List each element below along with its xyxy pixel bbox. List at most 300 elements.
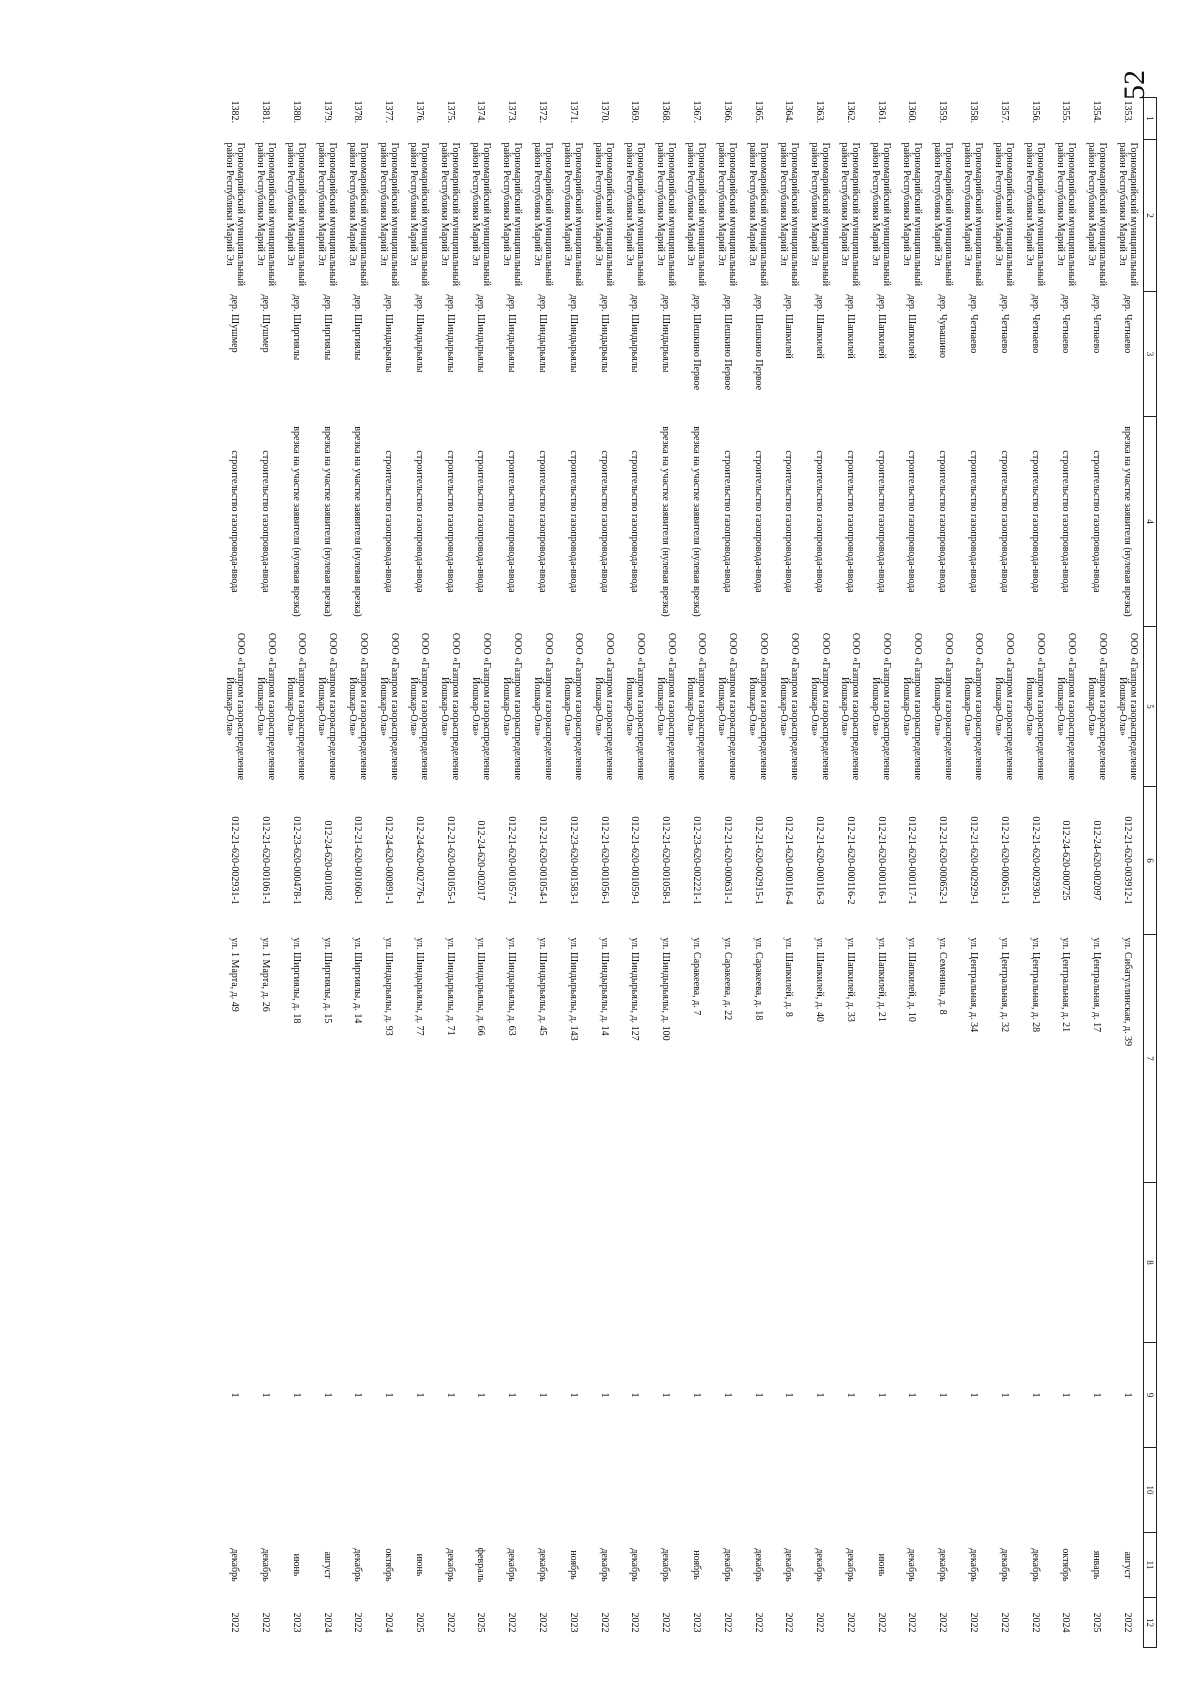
application-code-cell: 012-21-620-002930-1	[1029, 816, 1041, 905]
column-10-cell	[897, 1448, 928, 1533]
table-row	[743, 98, 774, 1648]
district-cell: Горномарийский муниципальный район Республики Марий Эл	[500, 142, 523, 287]
month-cell: декабрь	[660, 1548, 672, 1582]
row-number: 1356.	[1029, 100, 1041, 123]
row-number: 1378.	[352, 100, 364, 123]
year-cell: 2024	[383, 1612, 395, 1633]
month-cell: декабрь	[721, 1548, 733, 1582]
district-cell: Горномарийский муниципальный район Республики Марий Эл	[716, 142, 739, 287]
column-8-cell	[527, 1183, 558, 1343]
month-cell: июнь	[875, 1553, 887, 1577]
locality-cell: дер. Шапкилей	[875, 294, 887, 359]
table-row	[281, 98, 312, 1648]
year-cell: 2022	[752, 1612, 764, 1633]
month-cell: октябрь	[383, 1548, 395, 1582]
month-cell: ноябрь	[690, 1550, 702, 1580]
address-cell: ул. Сибатуллинская, д. 39	[1122, 937, 1134, 1047]
address-cell: ул. Центральная, д. 32	[998, 937, 1010, 1033]
locality-cell: дер. Шапкилей	[783, 294, 795, 359]
column-8-cell	[250, 1183, 281, 1343]
organization-cell: ООО «Газпром газораспределение Йошкар-Ола»	[316, 632, 339, 781]
column-10-cell	[496, 1448, 527, 1533]
district-cell: Горномарийский муниципальный район Республики Марий Эл	[254, 142, 277, 287]
work-type-cell: врезка на участке заявителя (нулевая врезка)	[321, 426, 333, 617]
month-cell: декабрь	[783, 1548, 795, 1582]
column-8-cell	[496, 1183, 527, 1343]
organization-cell: ООО «Газпром газораспределение Йошкар-Ола»	[439, 632, 462, 781]
locality-cell: дер. Шушмер	[260, 294, 272, 353]
count-cell: 1	[444, 1392, 456, 1398]
locality-cell: дер. Шиндырьялы	[506, 294, 518, 373]
month-cell: февраль	[475, 1547, 487, 1583]
application-code-cell: 012-21-620-001061-1	[260, 816, 272, 905]
work-type-cell: строительство газопровода-ввода	[413, 450, 425, 593]
work-type-cell: строительство газопровода-ввода	[752, 450, 764, 593]
count-cell: 1	[629, 1392, 641, 1398]
address-cell: ул. Шапкилей, д. 8	[783, 937, 795, 1017]
count-cell: 1	[383, 1392, 395, 1398]
table-row	[866, 98, 897, 1648]
application-code-cell: 012-21-620-001056-1	[598, 816, 610, 905]
table-row	[527, 98, 558, 1648]
count-cell: 1	[567, 1392, 579, 1398]
row-number: 1372.	[537, 100, 549, 123]
work-type-cell: строительство газопровода-ввода	[260, 450, 272, 593]
application-code-cell: 012-21-620-001054-1	[537, 816, 549, 905]
column-8-cell	[342, 1183, 373, 1343]
district-cell: Горномарийский муниципальный район Республики Марий Эл	[931, 142, 954, 287]
locality-cell: дер. Чувашино	[937, 294, 949, 358]
table-row	[1050, 98, 1081, 1648]
column-10-cell	[373, 1448, 404, 1533]
district-cell: Горномарийский муниципальный район Республики Марий Эл	[993, 142, 1016, 287]
year-cell: 2022	[660, 1612, 672, 1633]
month-cell: декабрь	[229, 1548, 241, 1582]
work-type-cell: врезка на участке заявителя (нулевая врезка)	[690, 426, 702, 617]
work-type-cell: врезка на участке заявителя (нулевая врезка)	[352, 426, 364, 617]
application-code-cell: 012-21-620-001055-1	[444, 816, 456, 905]
application-code-cell: 012-21-620-000651-1	[998, 816, 1010, 905]
application-code-cell: 012-21-620-001059-1	[629, 816, 641, 905]
work-type-cell: строительство газопровода-ввода	[629, 450, 641, 593]
work-type-cell: строительство газопровода-ввода	[444, 450, 456, 593]
column-8-cell	[373, 1183, 404, 1343]
table-row	[835, 98, 866, 1648]
row-number: 1354.	[1091, 100, 1103, 123]
column-10-cell	[712, 1448, 743, 1533]
district-cell: Горномарийский муниципальный район Республики Марий Эл	[439, 142, 462, 287]
column-10-cell	[312, 1448, 343, 1533]
year-cell: 2022	[937, 1612, 949, 1633]
column-number: 7	[1144, 935, 1157, 1183]
row-number: 1368.	[660, 100, 672, 123]
rotated-table-container	[219, 97, 1157, 1647]
row-number: 1353.	[1122, 100, 1134, 123]
column-8-cell	[1112, 1183, 1143, 1343]
column-10-cell	[989, 1448, 1020, 1533]
locality-cell: дер. Шиндырьялы	[598, 294, 610, 373]
year-cell: 2025	[413, 1612, 425, 1633]
organization-cell: ООО «Газпром газораспределение Йошкар-Ола»	[531, 632, 554, 781]
year-cell: 2022	[229, 1612, 241, 1633]
address-cell: ул. Шиндырьялы, д. 93	[383, 937, 395, 1036]
table-row	[435, 98, 466, 1648]
column-10-cell	[342, 1448, 373, 1533]
address-cell: ул. Ширгиялы, д. 14	[352, 937, 364, 1024]
count-cell: 1	[968, 1392, 979, 1398]
column-10-cell	[958, 1448, 989, 1533]
address-cell: ул. Саракеева, д. 18	[752, 937, 764, 1021]
row-number: 1374.	[475, 100, 487, 123]
organization-cell: ООО «Газпром газораспределение Йошкар-Ола»	[623, 632, 646, 781]
work-type-cell: врезка на участке заявителя (нулевая врезка)	[290, 426, 302, 617]
work-type-cell: строительство газопровода-ввода	[783, 450, 795, 593]
application-code-cell: 012-23-620-001583-1	[567, 816, 579, 905]
locality-cell: дер. Шиндырьялы	[413, 294, 425, 373]
year-cell: 2024	[1060, 1612, 1072, 1633]
work-type-cell: строительство газопровода-ввода	[567, 450, 579, 593]
district-cell: Горномарийский муниципальный район Республики Марий Эл	[654, 142, 677, 287]
organization-cell: ООО «Газпром газораспределение Йошкар-Ола»	[1024, 632, 1047, 781]
column-8-cell	[650, 1183, 681, 1343]
column-10-cell	[1081, 1448, 1112, 1533]
column-number: 9	[1144, 1343, 1157, 1448]
row-number: 1373.	[506, 100, 518, 123]
gas-connection-table	[219, 97, 1157, 1648]
year-cell: 2022	[598, 1612, 610, 1633]
column-8-cell	[989, 1183, 1020, 1343]
column-10-cell	[281, 1448, 312, 1533]
count-cell: 1	[506, 1392, 518, 1398]
year-cell: 2022	[537, 1612, 549, 1633]
organization-cell: ООО «Газпром газораспределение Йошкар-Ола»	[1116, 632, 1139, 781]
column-8-cell	[1081, 1183, 1112, 1343]
work-type-cell: строительство газопровода-ввода	[937, 450, 949, 593]
table-row	[958, 98, 989, 1648]
row-number: 1363.	[814, 100, 826, 123]
organization-cell: ООО «Газпром газораспределение Йошкар-Ола»	[654, 632, 677, 781]
column-10-cell	[866, 1448, 897, 1533]
row-number: 1364.	[783, 100, 795, 123]
count-cell: 1	[1029, 1392, 1041, 1398]
column-8-cell	[927, 1183, 958, 1343]
organization-cell: ООО «Газпром газораспределение Йошкар-Ола»	[408, 632, 431, 781]
column-8-cell	[897, 1183, 928, 1343]
table-row	[620, 98, 651, 1648]
year-cell: 2022	[1122, 1612, 1134, 1633]
row-number: 1362.	[844, 100, 856, 123]
organization-cell: ООО «Газпром газораспределение Йошкар-Ола»	[931, 632, 954, 781]
year-cell: 2022	[444, 1612, 456, 1633]
organization-cell: ООО «Газпром газораспределение Йошкар-Ола»	[777, 632, 800, 781]
work-type-cell: строительство газопровода-ввода	[721, 450, 733, 593]
year-cell: 2022	[783, 1612, 795, 1633]
row-number: 1365.	[752, 100, 764, 123]
application-code-cell: 012-21-620-001058-1	[660, 816, 672, 905]
address-cell: ул. Ширгиялы, д. 15	[321, 937, 333, 1024]
locality-cell: дер. Шешкино Первое	[721, 294, 733, 391]
locality-cell: дер. Ширгиялы	[352, 294, 364, 361]
locality-cell: дер. Шапкилей	[906, 294, 918, 359]
count-cell: 1	[290, 1392, 302, 1398]
count-cell: 1	[598, 1392, 610, 1398]
month-cell: октябрь	[1060, 1548, 1072, 1582]
column-10-cell	[589, 1448, 620, 1533]
district-cell: Горномарийский муниципальный район Республики Марий Эл	[1116, 142, 1139, 287]
column-8-cell	[835, 1183, 866, 1343]
district-cell: Горномарийский муниципальный район Республики Марий Эл	[623, 142, 646, 287]
address-cell: ул. Шиндырьялы, д. 100	[660, 937, 672, 1041]
month-cell: декабрь	[844, 1548, 856, 1582]
locality-cell: дер. Четнаево	[1029, 294, 1041, 354]
row-number: 1357.	[998, 100, 1010, 123]
count-cell: 1	[321, 1392, 333, 1398]
organization-cell: ООО «Газпром газораспределение Йошкар-Ола»	[1085, 632, 1108, 781]
count-cell: 1	[660, 1392, 672, 1398]
work-type-cell: врезка на участке заявителя (нулевая врезка)	[660, 426, 672, 617]
application-code-cell: 012-24-620-002017	[475, 820, 487, 901]
table-row	[496, 98, 527, 1648]
locality-cell: дер. Ширгиялы	[321, 294, 333, 361]
address-cell: ул. Центральная, д. 21	[1060, 937, 1072, 1033]
address-cell: ул. Шиндырьялы, д. 45	[537, 937, 549, 1036]
table-row	[712, 98, 743, 1648]
column-8-cell	[404, 1183, 435, 1343]
row-number: 1369.	[629, 100, 641, 123]
address-cell: ул. Шиндырьялы, д. 66	[475, 937, 487, 1036]
column-10-cell	[1112, 1448, 1143, 1533]
column-number: 2	[1144, 140, 1157, 292]
organization-cell: ООО «Газпром газораспределение Йошкар-Ола»	[346, 632, 369, 781]
column-8-cell	[281, 1183, 312, 1343]
column-8-cell	[558, 1183, 589, 1343]
locality-cell: дер. Шапкилей	[814, 294, 826, 359]
year-cell: 2022	[506, 1612, 518, 1633]
work-type-cell: строительство газопровода-ввода	[844, 450, 856, 593]
page-number: 52	[1118, 70, 1151, 100]
table-row	[1081, 98, 1112, 1648]
organization-cell: ООО «Газпром газораспределение Йошкар-Ола»	[870, 632, 893, 781]
column-10-cell	[650, 1448, 681, 1533]
application-code-cell: 012-24-620-002776-1	[413, 816, 425, 905]
column-8-cell	[866, 1183, 897, 1343]
table-row	[927, 98, 958, 1648]
column-10-cell	[773, 1448, 804, 1533]
address-cell: ул. Семенина, д. 8	[937, 937, 949, 1015]
organization-cell: ООО «Газпром газораспределение Йошкар-Ола»	[562, 632, 585, 781]
address-cell: ул. Центральная, д. 34	[968, 937, 979, 1033]
organization-cell: ООО «Газпром газораспределение Йошкар-Ола»	[1054, 632, 1077, 781]
organization-cell: ООО «Газпром газораспределение Йошкар-Ола»	[747, 632, 770, 781]
column-number: 10	[1144, 1448, 1157, 1533]
locality-cell: дер. Шиндырьялы	[475, 294, 487, 373]
organization-cell: ООО «Газпром газораспределение Йошкар-Ола»	[808, 632, 831, 781]
application-code-cell: 012-21-620-002915-1	[752, 816, 764, 905]
row-number: 1367.	[690, 100, 702, 123]
month-cell: декабрь	[937, 1548, 949, 1582]
application-code-cell: 012-21-620-002931-1	[229, 816, 241, 905]
address-cell: ул. Ширгиялы, д. 18	[290, 937, 302, 1024]
column-number: 8	[1144, 1183, 1157, 1343]
month-cell: декабрь	[1029, 1548, 1041, 1582]
row-number: 1360.	[906, 100, 918, 123]
district-cell: Горномарийский муниципальный район Республики Марий Эл	[900, 142, 923, 287]
column-10-cell	[1050, 1448, 1081, 1533]
organization-cell: ООО «Газпром газораспределение Йошкар-Ола»	[500, 632, 523, 781]
row-number: 1381.	[260, 100, 272, 123]
organization-cell: ООО «Газпром газораспределение Йошкар-Ола»	[285, 632, 308, 781]
work-type-cell: строительство газопровода-ввода	[1091, 450, 1103, 593]
table-row	[404, 98, 435, 1648]
application-code-cell: 012-21-620-003912-1	[1122, 816, 1134, 905]
count-cell: 1	[229, 1392, 241, 1398]
table-row	[312, 98, 343, 1648]
table-row	[589, 98, 620, 1648]
column-8-cell	[958, 1183, 989, 1343]
count-cell: 1	[1091, 1392, 1103, 1398]
organization-cell: ООО «Газпром газораспределение Йошкар-Ола»	[470, 632, 492, 781]
organization-cell: ООО «Газпром газораспределение Йошкар-Ола»	[900, 632, 923, 781]
address-cell: ул. Шапкилей, д. 33	[844, 937, 856, 1022]
district-cell: Горномарийский муниципальный район Республики Марий Эл	[377, 142, 400, 287]
column-10-cell	[620, 1448, 651, 1533]
organization-cell: ООО «Газпром газораспределение Йошкар-Ола»	[223, 632, 246, 781]
year-cell: 2025	[1091, 1612, 1103, 1633]
table-row	[373, 98, 404, 1648]
column-number: 5	[1144, 627, 1157, 787]
year-cell: 2022	[352, 1612, 364, 1633]
address-cell: ул. Шиндырьялы, д. 63	[506, 937, 518, 1036]
application-code-cell: 012-21-620-000116-3	[814, 816, 826, 905]
row-number: 1358.	[968, 100, 979, 123]
work-type-cell: строительство газопровода-ввода	[598, 450, 610, 593]
locality-cell: дер. Шиндырьялы	[660, 294, 672, 373]
month-cell: декабрь	[968, 1548, 979, 1582]
table-row	[250, 98, 281, 1648]
month-cell: декабрь	[598, 1548, 610, 1582]
work-type-cell: врезка на участке заявителя (нулевая врезка)	[1122, 426, 1134, 617]
district-cell: Горномарийский муниципальный район Республики Марий Эл	[593, 142, 616, 287]
count-cell: 1	[413, 1392, 425, 1398]
table-row	[804, 98, 835, 1648]
row-number: 1379.	[321, 100, 333, 123]
application-code-cell: 012-21-620-000631-1	[721, 816, 733, 905]
table-row	[650, 98, 681, 1648]
month-cell: декабрь	[998, 1548, 1010, 1582]
column-8-cell	[1020, 1183, 1051, 1343]
column-10-cell	[219, 1448, 250, 1533]
year-cell: 2025	[475, 1612, 487, 1633]
work-type-cell: строительство газопровода-ввода	[968, 450, 979, 593]
district-cell: Горномарийский муниципальный район Республики Марий Эл	[285, 142, 308, 287]
count-cell: 1	[1122, 1392, 1134, 1398]
table-row	[342, 98, 373, 1648]
month-cell: ноябрь	[567, 1550, 579, 1580]
column-number: 4	[1144, 417, 1157, 627]
district-cell: Горномарийский муниципальный район Республики Марий Эл	[531, 142, 554, 287]
application-code-cell: 012-24-620-000725	[1060, 820, 1072, 901]
month-cell: декабрь	[537, 1548, 549, 1582]
month-cell: декабрь	[814, 1548, 826, 1582]
district-cell: Горномарийский муниципальный район Республики Марий Эл	[839, 142, 862, 287]
district-cell: Горномарийский муниципальный район Республики Марий Эл	[685, 142, 708, 287]
work-type-cell: строительство газопровода-ввода	[506, 450, 518, 593]
row-number: 1380.	[290, 100, 302, 123]
application-code-cell: 012-21-620-001057-1	[506, 816, 518, 905]
application-code-cell: 012-21-620-000116-4	[783, 816, 795, 905]
column-10-cell	[1020, 1448, 1051, 1533]
application-code-cell: 012-21-620-000652-1	[937, 816, 949, 905]
locality-cell: дер. Ширгиялы	[290, 294, 302, 361]
locality-cell: дер. Шешкино Первое	[752, 294, 764, 391]
table-row	[681, 98, 712, 1648]
table-row	[558, 98, 589, 1648]
organization-cell: ООО «Газпром газораспределение Йошкар-Ола»	[962, 632, 985, 781]
year-cell: 2022	[260, 1612, 272, 1633]
application-code-cell: 012-23-620-002221-1	[690, 816, 702, 905]
table-row	[1020, 98, 1051, 1648]
work-type-cell: строительство газопровода-ввода	[814, 450, 826, 593]
year-cell: 2022	[906, 1612, 918, 1633]
count-cell: 1	[844, 1392, 856, 1398]
table-row	[219, 98, 250, 1648]
column-number: 3	[1144, 292, 1157, 417]
column-8-cell	[466, 1183, 497, 1343]
table-body	[219, 98, 1144, 1648]
work-type-cell: строительство газопровода-ввода	[1029, 450, 1041, 593]
district-cell: Горномарийский муниципальный район Республики Марий Эл	[870, 142, 893, 287]
column-10-cell	[435, 1448, 466, 1533]
row-number: 1359.	[937, 100, 949, 123]
district-cell: Горномарийский муниципальный район Республики Марий Эл	[470, 142, 492, 287]
count-cell: 1	[1060, 1392, 1072, 1398]
application-code-cell: 012-21-620-001060-1	[352, 816, 364, 905]
month-cell: декабрь	[752, 1548, 764, 1582]
application-code-cell: 012-23-620-000478-1	[290, 816, 302, 905]
application-code-cell: 012-24-620-000891-1	[383, 816, 395, 905]
month-cell: декабрь	[629, 1548, 641, 1582]
application-code-cell: 012-24-620-002097	[1091, 820, 1103, 901]
address-cell: ул. Шапкилей, д. 10	[906, 937, 918, 1022]
row-number: 1361.	[875, 100, 887, 123]
organization-cell: ООО «Газпром газораспределение Йошкар-Ола»	[377, 632, 400, 781]
column-10-cell	[804, 1448, 835, 1533]
locality-cell: дер. Четнаево	[1091, 294, 1103, 354]
district-cell: Горномарийский муниципальный район Республики Марий Эл	[808, 142, 831, 287]
table-row	[989, 98, 1020, 1648]
organization-cell: ООО «Газпром газораспределение Йошкар-Ола»	[593, 632, 616, 781]
district-cell: Горномарийский муниципальный район Республики Марий Эл	[747, 142, 770, 287]
year-cell: 2022	[968, 1612, 979, 1633]
column-number-header	[1144, 98, 1157, 1648]
row-number: 1355.	[1060, 100, 1072, 123]
district-cell: Горномарийский муниципальный район Республики Марий Эл	[223, 142, 246, 287]
district-cell: Горномарийский муниципальный район Республики Марий Эл	[777, 142, 800, 287]
column-8-cell	[312, 1183, 343, 1343]
month-cell: декабрь	[444, 1548, 456, 1582]
district-cell: Горномарийский муниципальный район Республики Марий Эл	[562, 142, 585, 287]
locality-cell: дер. Шиндырьялы	[444, 294, 456, 373]
district-cell: Горномарийский муниципальный район Республики Марий Эл	[316, 142, 339, 287]
work-type-cell: строительство газопровода-ввода	[475, 450, 487, 593]
column-number: 6	[1144, 787, 1157, 935]
address-cell: ул. Центральная, д. 17	[1091, 937, 1103, 1033]
organization-cell: ООО «Газпром газораспределение Йошкар-Ола»	[685, 632, 708, 781]
locality-cell: дер. Четнаево	[968, 294, 979, 354]
month-cell: декабрь	[260, 1548, 272, 1582]
row-number: 1370.	[598, 100, 610, 123]
count-cell: 1	[690, 1392, 702, 1398]
